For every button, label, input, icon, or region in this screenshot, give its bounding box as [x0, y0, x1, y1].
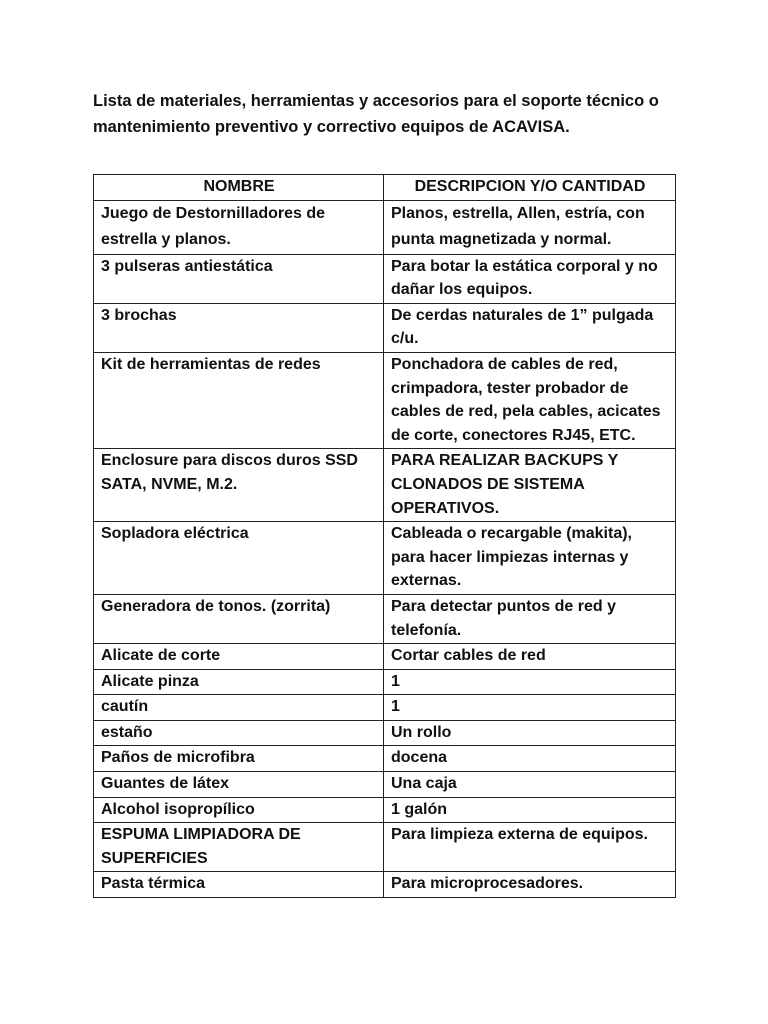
- table-cell-nombre: Pasta térmica: [94, 872, 384, 898]
- table-cell-nombre: Alcohol isopropílico: [94, 797, 384, 823]
- column-header-descripcion: DESCRIPCION Y/O CANTIDAD: [384, 175, 676, 201]
- table-row: [94, 746, 676, 772]
- table-cell-nombre: Guantes de látex: [94, 772, 384, 798]
- table-row: [94, 823, 676, 872]
- document-intro: Lista de materiales, herramientas y accesorios para el soporte técnico o mantenimiento preventivo y correctivo equipos de ACAVISA.: [93, 92, 659, 136]
- table-cell-nombre: Alicate de corte: [94, 644, 384, 670]
- table-row: [94, 200, 676, 254]
- table-cell-nombre: Kit de herramientas de redes: [94, 352, 384, 448]
- table-row: [94, 772, 676, 798]
- table-row: [94, 872, 676, 898]
- table-cell-descripcion: Planos, estrella, Allen, estría, con punta magnetizada y normal.: [384, 200, 676, 254]
- table-cell-descripcion: PARA REALIZAR BACKUPS Y CLONADOS DE SISTEMA OPERATIVOS.: [384, 449, 676, 522]
- table-cell-nombre: Sopladora eléctrica: [94, 522, 384, 595]
- table-cell-nombre: 3 pulseras antiestática: [94, 254, 384, 303]
- table-cell-descripcion: 1 galón: [384, 797, 676, 823]
- table-cell-descripcion: Cortar cables de red: [384, 644, 676, 670]
- table-row: [94, 695, 676, 721]
- table-cell-descripcion: 1: [384, 669, 676, 695]
- table-row: [94, 797, 676, 823]
- table-cell-nombre: Alicate pinza: [94, 669, 384, 695]
- table-cell-descripcion: Un rollo: [384, 720, 676, 746]
- table-cell-nombre: cautín: [94, 695, 384, 721]
- table-cell-nombre: 3 brochas: [94, 303, 384, 352]
- table-cell-nombre: Paños de microfibra: [94, 746, 384, 772]
- table-cell-nombre: Juego de Destornilladores de estrella y planos.: [94, 200, 384, 254]
- table-row: [94, 352, 676, 448]
- table-cell-descripcion: Para botar la estática corporal y no dañar los equipos.: [384, 254, 676, 303]
- table-cell-descripcion: docena: [384, 746, 676, 772]
- table-row: [94, 644, 676, 670]
- table-cell-nombre: ESPUMA LIMPIADORA DE SUPERFICIES: [94, 823, 384, 872]
- table-row: [94, 720, 676, 746]
- table-cell-descripcion: Cableada o recargable (makita), para hacer limpiezas internas y externas.: [384, 522, 676, 595]
- table-row: [94, 449, 676, 522]
- table-row: [94, 522, 676, 595]
- table-row: [94, 594, 676, 643]
- table-cell-descripcion: Una caja: [384, 772, 676, 798]
- table-header-row: [94, 175, 676, 201]
- column-header-nombre: NOMBRE: [94, 175, 384, 201]
- table-cell-descripcion: Ponchadora de cables de red, crimpadora, tester probador de cables de red, pela cables, acicates de corte, conectores RJ45, ETC.: [384, 352, 676, 448]
- table-cell-descripcion: Para microprocesadores.: [384, 872, 676, 898]
- table-cell-nombre: estaño: [94, 720, 384, 746]
- table-cell-nombre: Generadora de tonos. (zorrita): [94, 594, 384, 643]
- table-cell-descripcion: Para detectar puntos de red y telefonía.: [384, 594, 676, 643]
- table-row: [94, 669, 676, 695]
- table-cell-descripcion: De cerdas naturales de 1” pulgada c/u.: [384, 303, 676, 352]
- table-cell-nombre: Enclosure para discos duros SSD SATA, NVME, M.2.: [94, 449, 384, 522]
- table-row: [94, 254, 676, 303]
- table-row: [94, 303, 676, 352]
- table-cell-descripcion: 1: [384, 695, 676, 721]
- table-cell-descripcion: Para limpieza externa de equipos.: [384, 823, 676, 872]
- materials-table: [93, 174, 676, 898]
